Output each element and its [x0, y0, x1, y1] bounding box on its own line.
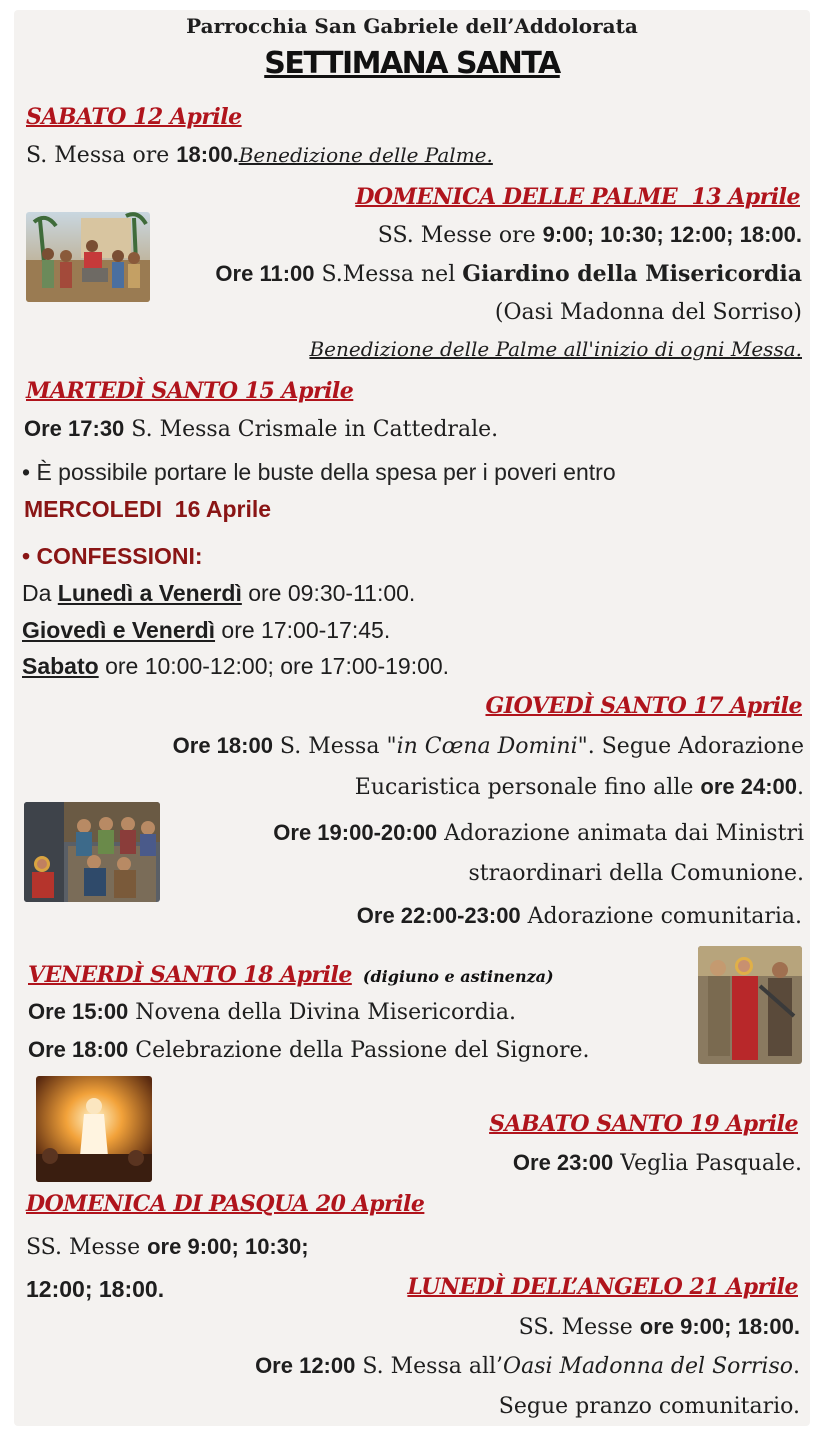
- venerdi-l2-time: Ore 18:00: [28, 1037, 129, 1062]
- giovedi-line-4: straordinari della Comunione.: [468, 861, 804, 886]
- giovedi-line-5: [357, 903, 802, 929]
- heading-lunedi-angelo: LUNEDÌ DELL’ANGELO 21 Aprile: [407, 1274, 798, 1300]
- confessioni-r3-hours: ore 10:00-12:00; ore 17:00-19:00.: [98, 653, 450, 679]
- confessioni-r3-days: Sabato: [22, 653, 99, 679]
- domenica-time-1: 9:00: [542, 222, 587, 247]
- sabato-santo-time: Ore 23:00: [512, 1150, 614, 1175]
- venerdi-line-2: [28, 1037, 590, 1063]
- domenica-masses-pre: SS. Messe ore: [377, 223, 543, 248]
- venerdi-l2-text: Celebrazione della Passione del Signore.: [128, 1038, 590, 1063]
- lunedi-l2-italic: Oasi Madonna del Sorriso: [503, 1354, 793, 1379]
- giovedi-line-2: Eucaristica personale fino alle ore 24:00.: [354, 774, 804, 800]
- confessioni-title: • CONFESSIONI:: [22, 543, 203, 569]
- sabato-santo-text: Veglia Pasquale.: [613, 1151, 802, 1176]
- domenica-time-4: 18:00.: [739, 222, 802, 247]
- lunedi-l2-pre: S. Messa all’: [355, 1354, 504, 1379]
- spesa-date: MERCOLEDI 16 Aprile: [24, 496, 272, 522]
- pasqua-l1-time: ore 9:00: [147, 1234, 232, 1259]
- lunedi-l1-t1: ore 9:00: [639, 1314, 725, 1339]
- sabato-12-pre: S. Messa ore: [26, 143, 177, 168]
- domenica-garden-time: Ore 11:00: [215, 261, 315, 286]
- giovedi-l3-text: Adorazione animata dai Ministri: [437, 821, 804, 846]
- sabato-santo-line: [513, 1150, 802, 1176]
- passion-image: [698, 946, 802, 1064]
- lunedi-line-3: Segue pranzo comunitario.: [498, 1394, 800, 1419]
- venerdi-line-1: [28, 999, 516, 1025]
- heading-giovedi-santo: GIOVEDÌ SANTO 17 Aprile: [485, 693, 802, 719]
- lunedi-l2-time: Ore 12:00: [255, 1353, 356, 1378]
- confessioni-r1-pre: Da: [22, 580, 58, 606]
- page-title: SETTIMANA SANTA: [264, 46, 560, 81]
- giovedi-l5-text: Adorazione comunitaria.: [520, 904, 802, 929]
- giovedi-l3-time: Ore 19:00-20:00: [273, 820, 438, 845]
- domenica-garden-place: Giardino della Misericordia: [462, 261, 802, 287]
- lunedi-l1-pre: SS. Messe: [518, 1315, 640, 1340]
- domenica-garden-mid: S.Messa nel: [314, 262, 463, 287]
- confessioni-r1-days: Lunedì a Venerdì: [57, 580, 242, 606]
- giovedi-l2-time: ore 24:00: [700, 774, 797, 799]
- last-supper-image: [24, 802, 160, 902]
- giovedi-l5-time: Ore 22:00-23:00: [356, 903, 521, 928]
- venerdi-note: (digiuno e astinenza): [362, 967, 554, 986]
- domenica-time-3: 12:00: [669, 222, 727, 247]
- heading-venerdi-santo: VENERDÌ SANTO 18 Aprile: [28, 962, 352, 988]
- venerdi-heading-line: [28, 962, 554, 988]
- pasqua-l1-pre: SS. Messe: [26, 1235, 148, 1260]
- heading-domenica-pasqua: DOMENICA DI PASQUA 20 Aprile: [26, 1191, 425, 1217]
- martedi-time: Ore 17:30: [24, 416, 125, 441]
- heading-domenica-palme: DOMENICA DELLE PALME 13 Aprile: [355, 184, 800, 210]
- martedi-santo-line: [24, 416, 498, 442]
- sabato-12-time: 18:00.: [176, 142, 239, 167]
- confessioni-r1-hours: ore 09:30-11:00.: [241, 580, 416, 606]
- giovedi-line-1: [173, 733, 804, 759]
- pasqua-line-2: 12:00; 18:00.: [26, 1276, 165, 1302]
- confessioni-row-2: [22, 617, 390, 644]
- domenica-palme-oasi: (Oasi Madonna del Sorriso): [494, 300, 802, 325]
- giovedi-l1-post: ". Segue Adorazione: [577, 734, 804, 759]
- spesa-bullet: • È possibile portare le buste della spesa per i poveri entro: [22, 459, 616, 485]
- resurrection-image: [36, 1076, 152, 1182]
- heading-martedi-santo: MARTEDÌ SANTO 15 Aprile: [26, 378, 354, 404]
- confessioni-r2-hours: ore 17:00-17:45.: [215, 617, 391, 643]
- heading-sabato-12: SABATO 12 Aprile: [26, 104, 242, 130]
- domenica-palme-masses: SS. Messe ore 9:00; 10:30; 12:00; 18:00.: [377, 222, 802, 248]
- lunedi-line-2: Ore 12:00 S. Messa all’Oasi Madonna del Sorriso.: [255, 1353, 800, 1379]
- giovedi-l1-time: Ore 18:00: [172, 733, 273, 758]
- heading-sabato-santo: SABATO SANTO 19 Aprile: [489, 1111, 798, 1137]
- lunedi-line-1: SS. Messe ore 9:00; 18:00.: [518, 1314, 800, 1340]
- venerdi-l1-text: Novena della Divina Misericordia.: [128, 1000, 516, 1025]
- giovedi-l2-pre: Eucaristica personale fino alle: [354, 775, 701, 800]
- confessioni-r2-days: Giovedì e Venerdì: [22, 617, 216, 643]
- domenica-palme-garden: [215, 261, 802, 287]
- lunedi-l1-t2: 18:00.: [737, 1314, 800, 1339]
- giovedi-l1-pre: S. Messa ": [272, 734, 397, 759]
- giovedi-l1-italic: in Cœna Domini: [396, 734, 578, 759]
- sabato-12-line: [26, 142, 493, 168]
- martedi-text: S. Messa Crismale in Cattedrale.: [124, 417, 499, 442]
- domenica-palme-blessing: Benedizione delle Palme all'inizio di ogni Messa.: [309, 337, 802, 361]
- parish-name: Parrocchia San Gabriele dell’Addolorata: [186, 14, 638, 38]
- palm-sunday-entry-image: [26, 212, 150, 302]
- confessioni-row-1: [22, 580, 415, 607]
- confessioni-row-3: [22, 653, 449, 680]
- domenica-time-2: 10:30: [600, 222, 657, 247]
- pasqua-line-1: SS. Messe ore 9:00; 10:30;: [26, 1234, 309, 1260]
- giovedi-line-3: [273, 820, 804, 846]
- pasqua-l1-t2: 10:30: [244, 1234, 302, 1259]
- pasqua-l1-sep: ;: [231, 1234, 245, 1259]
- venerdi-l1-time: Ore 15:00: [28, 999, 129, 1024]
- sabato-12-note: Benedizione delle Palme.: [238, 143, 493, 167]
